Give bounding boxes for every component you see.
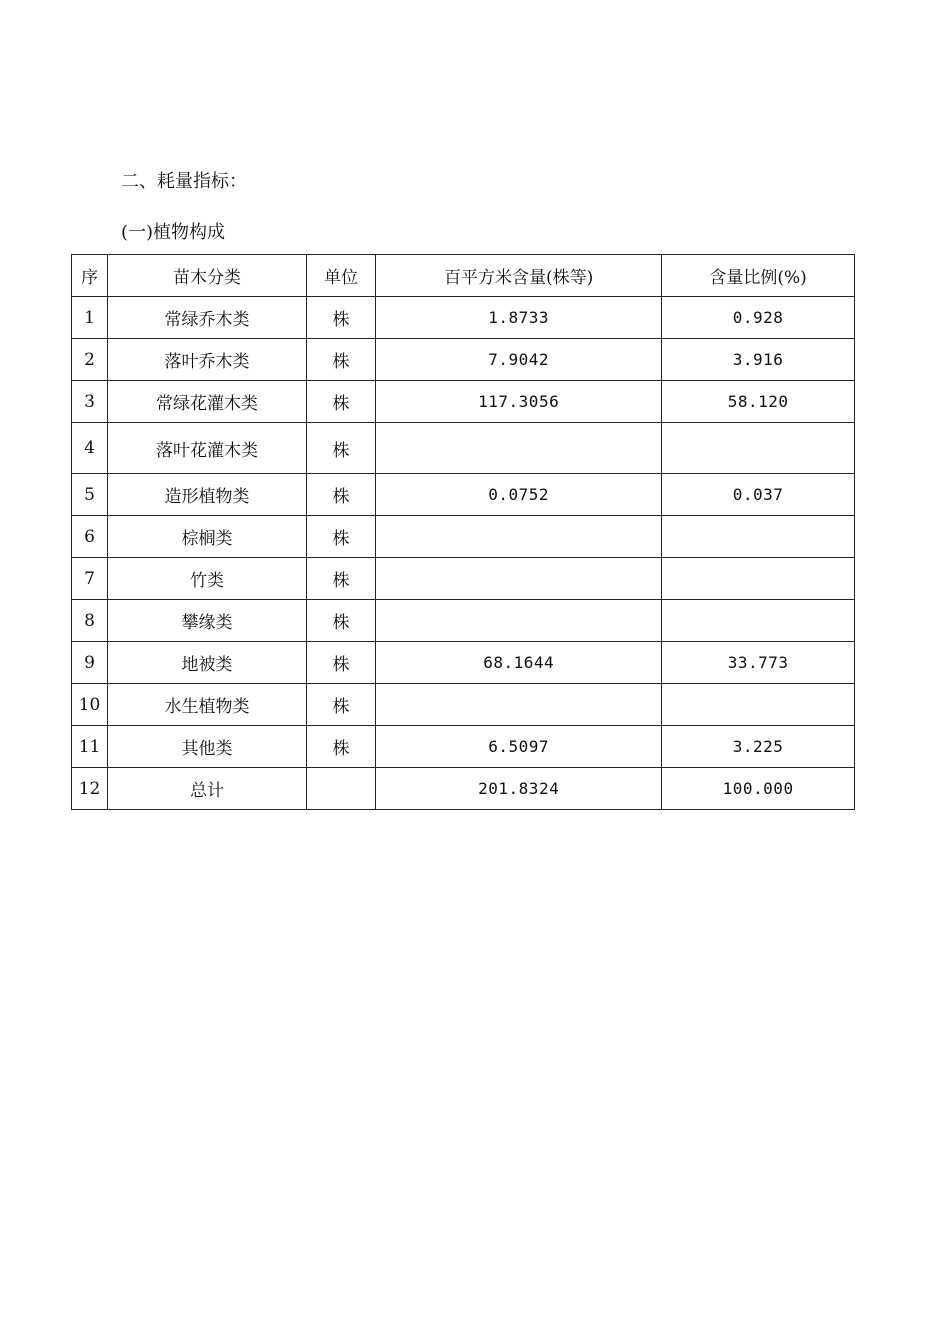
row-ratio xyxy=(662,423,855,474)
row-ratio xyxy=(662,684,855,726)
row-no: 10 xyxy=(72,684,108,726)
row-ratio xyxy=(662,516,855,558)
row-no: 8 xyxy=(72,600,108,642)
row-category: 地被类 xyxy=(108,642,307,684)
header-unit: 单位 xyxy=(306,255,375,297)
row-ratio: 0.928 xyxy=(662,297,855,339)
table-row xyxy=(72,726,855,768)
row-category: 竹类 xyxy=(108,558,307,600)
row-no: 7 xyxy=(72,558,108,600)
table-row xyxy=(72,642,855,684)
row-amount xyxy=(376,684,662,726)
row-category: 总计 xyxy=(108,768,307,810)
row-no: 2 xyxy=(72,339,108,381)
plant-composition-table xyxy=(71,254,855,810)
row-ratio: 3.916 xyxy=(662,339,855,381)
row-amount: 0.0752 xyxy=(376,474,662,516)
row-unit: 株 xyxy=(306,600,375,642)
row-amount xyxy=(376,516,662,558)
row-no: 3 xyxy=(72,381,108,423)
table-row xyxy=(72,297,855,339)
row-category: 常绿乔木类 xyxy=(108,297,307,339)
row-unit: 株 xyxy=(306,642,375,684)
row-ratio: 3.225 xyxy=(662,726,855,768)
row-no: 1 xyxy=(72,297,108,339)
row-unit: 株 xyxy=(306,516,375,558)
row-no: 6 xyxy=(72,516,108,558)
header-ratio: 含量比例(%) xyxy=(662,255,855,297)
row-unit: 株 xyxy=(306,297,375,339)
row-ratio: 0.037 xyxy=(662,474,855,516)
row-category: 棕榈类 xyxy=(108,516,307,558)
row-unit xyxy=(306,768,375,810)
row-amount xyxy=(376,600,662,642)
header-category: 苗木分类 xyxy=(108,255,307,297)
table-row xyxy=(72,558,855,600)
row-amount: 6.5097 xyxy=(376,726,662,768)
row-category: 水生植物类 xyxy=(108,684,307,726)
row-ratio: 58.120 xyxy=(662,381,855,423)
table-row xyxy=(72,381,855,423)
header-amount: 百平方米含量(株等) xyxy=(376,255,662,297)
row-no: 11 xyxy=(72,726,108,768)
row-category: 其他类 xyxy=(108,726,307,768)
row-category: 落叶花灌木类 xyxy=(108,423,307,474)
row-unit: 株 xyxy=(306,558,375,600)
row-unit: 株 xyxy=(306,339,375,381)
row-ratio xyxy=(662,558,855,600)
row-ratio xyxy=(662,600,855,642)
row-amount: 68.1644 xyxy=(376,642,662,684)
row-category: 落叶乔木类 xyxy=(108,339,307,381)
table-row xyxy=(72,474,855,516)
row-unit: 株 xyxy=(306,684,375,726)
row-amount xyxy=(376,558,662,600)
row-no: 4 xyxy=(72,423,108,474)
row-amount: 117.3056 xyxy=(376,381,662,423)
row-ratio: 100.000 xyxy=(662,768,855,810)
row-category: 攀缘类 xyxy=(108,600,307,642)
row-unit: 株 xyxy=(306,726,375,768)
row-amount: 7.9042 xyxy=(376,339,662,381)
row-amount: 201.8324 xyxy=(376,768,662,810)
table-header-row xyxy=(72,255,855,297)
section-heading: 二、耗量指标： xyxy=(121,171,247,192)
row-ratio: 33.773 xyxy=(662,642,855,684)
row-no: 12 xyxy=(72,768,108,810)
table-row xyxy=(72,516,855,558)
row-category: 造形植物类 xyxy=(108,474,307,516)
row-unit: 株 xyxy=(306,381,375,423)
table-row xyxy=(72,339,855,381)
table-row xyxy=(72,684,855,726)
row-category: 常绿花灌木类 xyxy=(108,381,307,423)
table-row-total xyxy=(72,768,855,810)
row-unit: 株 xyxy=(306,474,375,516)
row-amount: 1.8733 xyxy=(376,297,662,339)
row-amount xyxy=(376,423,662,474)
row-no: 5 xyxy=(72,474,108,516)
table-row xyxy=(72,600,855,642)
header-no: 序 xyxy=(72,255,108,297)
subsection-heading: (一)植物构成 xyxy=(121,222,226,243)
row-no: 9 xyxy=(72,642,108,684)
row-unit: 株 xyxy=(306,423,375,474)
table-row xyxy=(72,423,855,474)
